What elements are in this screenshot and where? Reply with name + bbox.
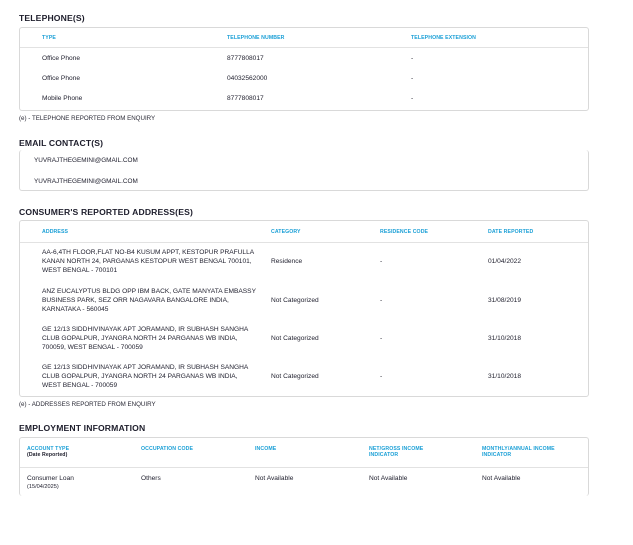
address-text: AA-6,4TH FLOOR,FLAT NO-B4 KUSUM APPT, KESTOPUR PRAFULLA KANAN NORTH 24, PARGANAS KESTOPUR WEST BENGAL 700101, WEST BENGAL - 700101: [42, 249, 254, 274]
header-divider: [20, 467, 588, 468]
addresses-table: [19, 220, 589, 397]
address-residence-code: -: [380, 373, 383, 380]
phone-type: Office Phone: [42, 75, 81, 82]
address-date-reported: 01/04/2022: [488, 258, 522, 265]
col-header-telephone-extension: TELEPHONE EXTENSION: [411, 35, 477, 41]
address-date-reported: 31/10/2018: [488, 373, 522, 380]
header-divider: [20, 242, 588, 243]
col-header-account-type-sub: (Date Reported): [27, 451, 68, 458]
col-header-address: ADDRESS: [42, 229, 69, 235]
col-header-type: TYPE: [42, 35, 56, 41]
col-header-monthly-annual-income: MONTHLY/ANNUAL INCOME INDICATOR: [482, 446, 555, 458]
telephones-note: (e) - TELEPHONE REPORTED FROM ENQUIRY: [19, 115, 156, 122]
email-address: YUVRAJTHEGEMINI@GMAIL.COM: [34, 178, 138, 185]
phone-number: 8777808017: [227, 95, 264, 102]
address-residence-code: -: [380, 258, 383, 265]
employment-account-type-label: Consumer Loan: [27, 475, 74, 482]
phone-number: 8777808017: [227, 55, 264, 62]
emails-table: [19, 150, 589, 191]
header-divider: [20, 47, 588, 48]
col-header-account-type: [27, 447, 69, 458]
employment-net-gross: Not Available: [369, 475, 408, 482]
col-header-net-gross-income: NET/GROSS INCOME INDICATOR: [369, 446, 424, 458]
phone-extension: -: [411, 95, 414, 102]
col-header-income: INCOME: [255, 446, 277, 452]
col-header-date-reported: DATE REPORTED: [488, 229, 534, 235]
address-date-reported: 31/10/2018: [488, 335, 522, 342]
email-address: YUVRAJTHEGEMINI@GMAIL.COM: [34, 157, 138, 164]
employment-date-reported: (15/04/2025): [27, 483, 59, 490]
addresses-title: CONSUMER'S REPORTED ADDRESS(ES): [19, 207, 193, 217]
telephones-table: [19, 27, 589, 111]
col-header-occupation-code: OCCUPATION CODE: [141, 446, 194, 452]
address-date-reported: 31/08/2019: [488, 297, 522, 304]
col-header-category: CATEGORY: [271, 229, 301, 235]
phone-type: Office Phone: [42, 55, 81, 62]
phone-extension: -: [411, 75, 414, 82]
col-header-account-type-label: ACCOUNT TYPE: [27, 446, 70, 452]
phone-type: Mobile Phone: [42, 95, 83, 102]
address-text: GE 12/13 SIDDHIVINAYAK APT JORAMAND, IR SUBHASH SANGHA CLUB GOPALPUR, JYANGRA NORTH 24 PARGANAS WB INDIA, WEST BENGAL - 700059: [42, 364, 248, 389]
employment-account-type: [27, 475, 74, 491]
employment-title: EMPLOYMENT INFORMATION: [19, 423, 146, 433]
address-category: Not Categorized: [271, 335, 319, 342]
address-text: GE 12/13 SIDDHIVINAYAK APT JORAMAND, IR SUBHASH SANGHA CLUB GOPALPUR, JYANGRA NORTH 24 PARGANAS WB INDIA, 700059, WEST BENGAL - 700059: [42, 326, 248, 351]
col-header-residence-code: RESIDENCE CODE: [380, 229, 429, 235]
address-category: Residence: [271, 258, 303, 265]
employment-occupation: Others: [141, 475, 161, 482]
employment-income: Not Available: [255, 475, 294, 482]
telephones-title: TELEPHONE(S): [19, 13, 85, 23]
addresses-note: (e) - ADDRESSES REPORTED FROM ENQUIRY: [19, 401, 156, 408]
emails-title: EMAIL CONTACT(S): [19, 138, 104, 148]
address-residence-code: -: [380, 335, 383, 342]
col-header-telephone-number: TELEPHONE NUMBER: [227, 35, 285, 41]
employment-monthly-annual: Not Available: [482, 475, 521, 482]
address-residence-code: -: [380, 297, 383, 304]
address-text: ANZ EUCALYPTUS BLDG OPP IBM BACK, GATE MANYATA EMBASSY BUSINESS PARK, SEZ ORR NAGAVARA BANGALORE INDIA, KARNATAKA - 560045: [42, 288, 256, 313]
phone-number: 04032562000: [227, 75, 268, 82]
address-category: Not Categorized: [271, 297, 319, 304]
employment-table: [19, 437, 589, 496]
address-category: Not Categorized: [271, 373, 319, 380]
phone-extension: -: [411, 55, 414, 62]
